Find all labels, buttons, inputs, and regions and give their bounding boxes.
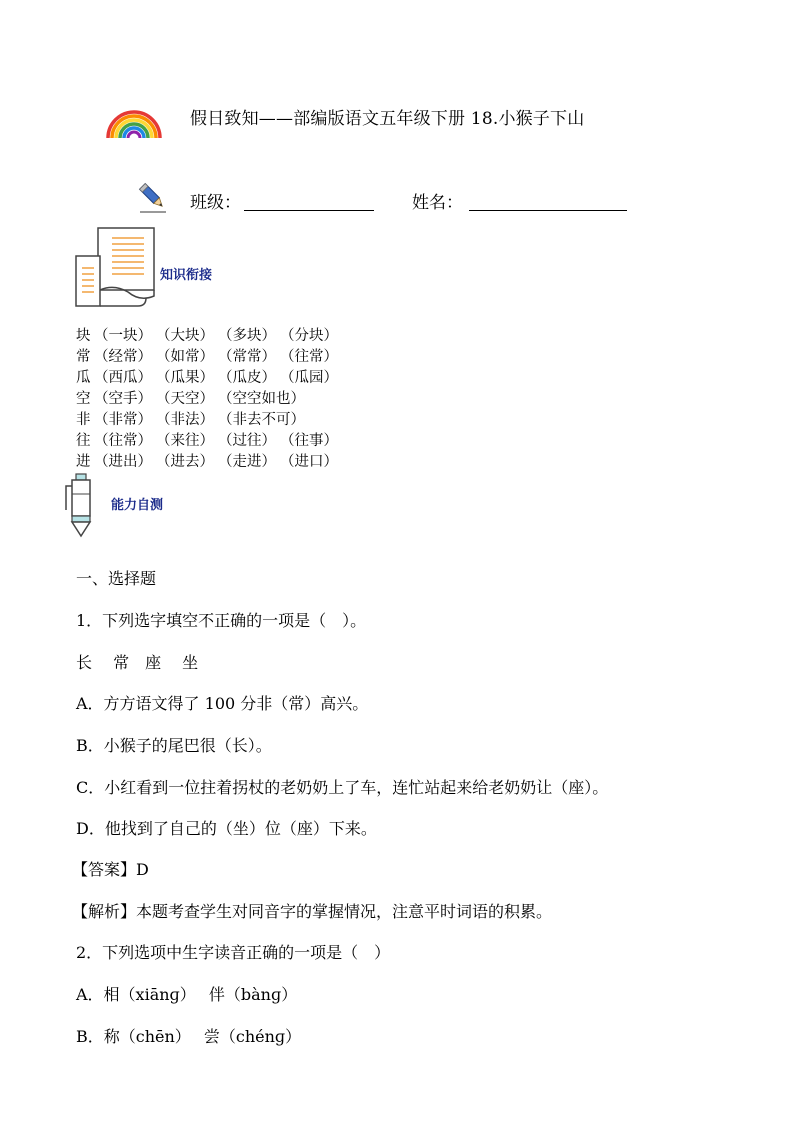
quiz-section-title: 一、选择题 [76, 569, 157, 588]
question-1-answer: 【答案】D [72, 860, 149, 879]
vocab-head: 进 [76, 454, 91, 470]
vocab-item: （非去不可） [218, 412, 305, 428]
vocab-row [76, 347, 342, 368]
rainbow-icon [104, 104, 164, 144]
vocab-item: （多块） [218, 328, 276, 344]
vocab-item: （往常） [280, 349, 338, 365]
pen-icon [62, 472, 104, 538]
vocab-item: （走进） [218, 454, 276, 470]
vocab-item: （大块） [156, 328, 214, 344]
vocab-head: 非 [76, 412, 91, 428]
question-1-option-d: D．他找到了自己的（坐）位（座）下来。 [76, 819, 377, 838]
vocab-item: （分块） [280, 328, 338, 344]
vocab-item: （西瓜） [94, 370, 152, 386]
vocab-row [76, 431, 342, 452]
section-tag-ability: 能力自测 [111, 498, 164, 513]
question-2-stem: 2．下列选项中生字读音正确的一项是（ ） [76, 943, 391, 962]
vocab-item: （瓜果） [156, 370, 214, 386]
vocab-head: 常 [76, 349, 91, 365]
vocab-item: （往事） [280, 433, 338, 449]
vocab-item: （空手） [94, 391, 152, 407]
question-1-chars: 长 常 座 坐 [76, 653, 199, 672]
vocab-head: 往 [76, 433, 91, 449]
vocab-list [76, 326, 342, 473]
vocab-row [76, 326, 342, 347]
vocab-item: （进出） [94, 454, 152, 470]
vocab-item: （非法） [156, 412, 214, 428]
question-1-analysis: 【解析】本题考查学生对同音字的掌握情况，注意平时词语的积累。 [72, 902, 553, 921]
vocab-item: （过往） [218, 433, 276, 449]
question-1-stem: 1．下列选字填空不正确的一项是（ ）。 [76, 611, 367, 630]
class-input-line[interactable] [244, 210, 374, 211]
vocab-item: （空空如也） [218, 391, 305, 407]
page-title: 假日致知——部编版语文五年级下册 18.小猴子下山 [190, 109, 585, 129]
vocab-item: （非常） [94, 412, 152, 428]
vocab-row [76, 452, 342, 473]
vocab-head: 块 [76, 328, 91, 344]
vocab-item: （进口） [280, 454, 338, 470]
scroll-icon [74, 226, 158, 310]
vocab-item: （瓜皮） [218, 370, 276, 386]
question-1-option-a: A．方方语文得了 100 分非（常）高兴。 [76, 694, 369, 713]
vocab-item: （瓜园） [280, 370, 338, 386]
vocab-item: （一块） [94, 328, 152, 344]
vocab-head: 空 [76, 391, 91, 407]
pencil-icon [136, 180, 170, 214]
vocab-row [76, 368, 342, 389]
section-tag-knowledge: 知识衔接 [160, 268, 213, 283]
vocab-item: （如常） [156, 349, 214, 365]
vocab-item: （往常） [94, 433, 152, 449]
question-2-option-a: A．相（xiānɡ） 伴（bànɡ） [76, 985, 298, 1004]
vocab-item: （常常） [218, 349, 276, 365]
name-input-line[interactable] [469, 210, 627, 211]
class-label: 班级： [190, 193, 241, 213]
question-1-option-b: B．小猴子的尾巴很（长）。 [76, 736, 272, 755]
vocab-item: （来往） [156, 433, 214, 449]
vocab-row [76, 410, 342, 431]
vocab-head: 瓜 [76, 370, 91, 386]
vocab-item: （进去） [156, 454, 214, 470]
question-2-option-b: B．称（chēn） 尝（chénɡ） [76, 1027, 302, 1046]
vocab-item: （经常） [94, 349, 152, 365]
vocab-row [76, 389, 342, 410]
name-label: 姓名： [412, 193, 463, 213]
question-1-option-c: C．小红看到一位拄着拐杖的老奶奶上了车，连忙站起来给老奶奶让（座）。 [76, 778, 609, 797]
vocab-item: （天空） [156, 391, 214, 407]
